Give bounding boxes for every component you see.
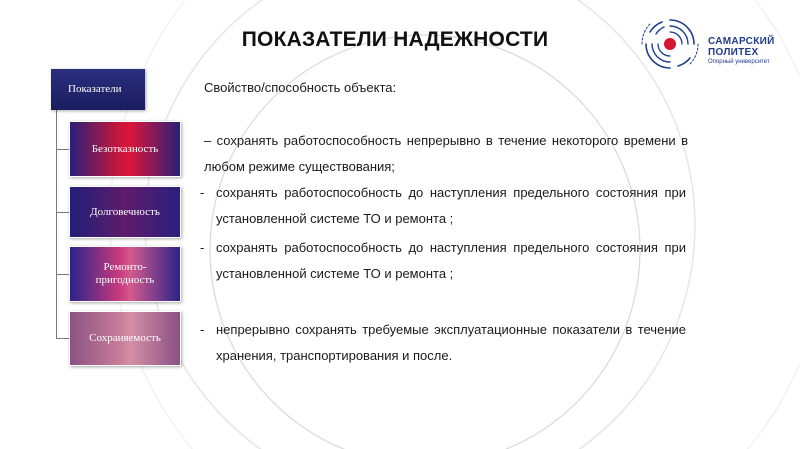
bullet-marker: -	[200, 322, 205, 337]
hierarchy-root-label: Показатели	[68, 83, 122, 95]
list-item-text: сохранять работоспособность до наступления предельного состояния при установленной системе ТО и ремонта ;	[216, 185, 686, 226]
tree-connector-vertical	[56, 110, 57, 339]
samara-polytech-logo	[640, 14, 790, 74]
hierarchy-item-maintainability	[69, 246, 181, 302]
page-title: ПОКАЗАТЕЛИ НАДЕЖНОСТИ	[241, 28, 549, 51]
hierarchy-item-durability	[69, 186, 181, 238]
logo-line-2: ПОЛИТЕХ	[708, 47, 759, 58]
hierarchy-item-label: Сохраняемость	[89, 332, 161, 344]
hierarchy-item-label: Ремонто- пригодность	[95, 261, 155, 286]
list-item-text: непрерывно сохранять требуемые эксплуатационные показатели в течение хранения, транспортирования и после.	[216, 322, 686, 363]
hierarchy-item-label: Долговечность	[90, 205, 160, 218]
logo-line-3: Опорный университет	[708, 59, 770, 65]
bullet-marker: -	[200, 185, 205, 200]
bullet-marker: -	[200, 240, 205, 255]
hierarchy-root-box	[51, 69, 145, 110]
tree-connector-3	[56, 274, 69, 275]
tree-connector-4	[56, 338, 69, 339]
list-item-text: сохранять работоспособность до наступления предельного состояния при установленной системе ТО и ремонта ;	[216, 240, 686, 281]
tree-connector-1	[56, 149, 69, 150]
logo-line-1: САМАРСКИЙ	[708, 36, 775, 47]
tree-connector-2	[56, 212, 69, 213]
intro-text: Свойство/способность объекта:	[204, 80, 397, 95]
hierarchy-item-storability	[69, 311, 181, 366]
logo-mark-icon	[640, 14, 700, 74]
hierarchy-item-reliability	[69, 121, 181, 177]
hierarchy-item-label: Безотказность	[91, 142, 159, 155]
definition-paragraph: – сохранять работоспособность непрерывно в течение некоторого времени в любом режиме существования;	[204, 133, 688, 174]
